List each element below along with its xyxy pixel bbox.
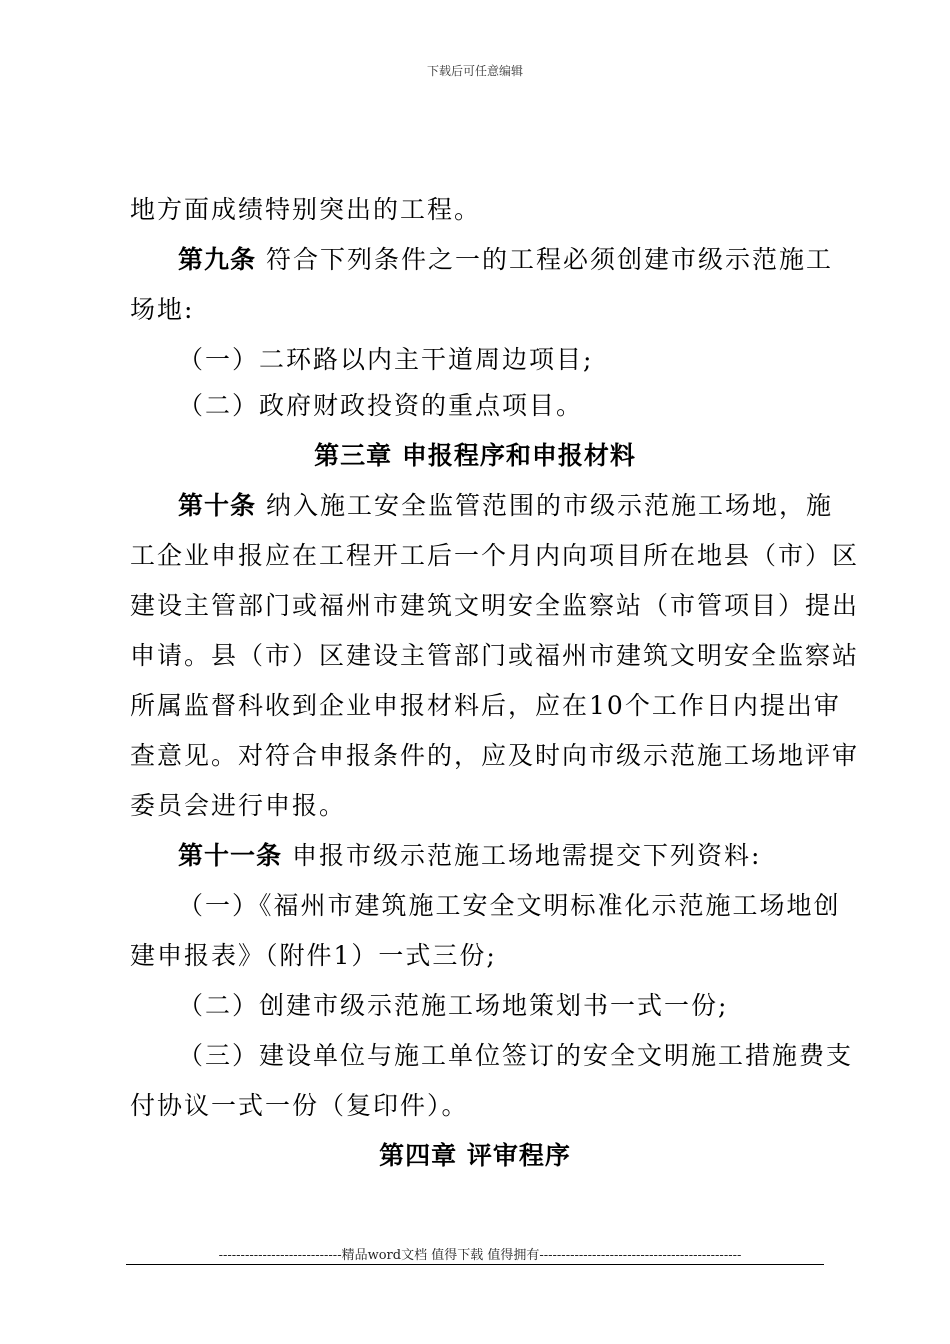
- body-line: 付协议一式一份（复印件）。: [130, 1091, 469, 1120]
- body-line: 场地:: [130, 295, 195, 324]
- list-item: （一）《福州市建筑施工安全文明标准化示范施工场地创: [178, 891, 841, 920]
- body-line: 建设主管部门或福州市建筑文明安全监察站（市管项目）提出: [130, 591, 860, 620]
- article-text: 符合下列条件之一的工程必须创建市级示范施工: [265, 245, 833, 274]
- header-note: 下载后可任意编辑: [426, 64, 523, 78]
- body-line: 地方面成绩特别突出的工程。: [130, 195, 482, 224]
- footer-note: ----------------------------精品word文档 值得下载 值得拥有----------------------------------------------: [218, 1248, 742, 1263]
- body-line: 建申报表》（附件1）一式三份;: [130, 941, 497, 970]
- body-line: 委员会进行申报。: [130, 791, 347, 820]
- list-item: （二）创建市级示范施工场地策划书一式一份;: [178, 991, 729, 1020]
- body-line: 申请。县（市）区建设主管部门或福州市建筑文明安全监察站: [130, 641, 860, 670]
- chapter-heading: 第四章 评审程序: [379, 1141, 571, 1170]
- list-item: （二）政府财政投资的重点项目。: [178, 391, 584, 420]
- list-item: （一）二环路以内主干道周边项目;: [178, 345, 594, 374]
- chapter-heading: 第三章 申报程序和申报材料: [314, 441, 636, 470]
- article-9: [178, 243, 833, 277]
- article-title: 第十条: [178, 491, 257, 520]
- article-title: 第九条: [178, 245, 257, 274]
- article-11: [178, 839, 830, 873]
- list-item: （三）建设单位与施工单位签订的安全文明施工措施费支: [178, 1041, 854, 1070]
- body-line: 所属监督科收到企业申报材料后，应在10个工作日内提出审: [130, 691, 841, 720]
- article-title: 第十一条: [178, 841, 283, 870]
- article-10: [178, 489, 833, 523]
- article-text: 申报市级示范施工场地需提交下列资料:: [291, 841, 762, 870]
- body-line: 工企业申报应在工程开工后一个月内向项目所在地县（市）区: [130, 541, 860, 570]
- article-text: 纳入施工安全监管范围的市级示范施工场地，施: [265, 491, 833, 520]
- footer-rule: [126, 1264, 824, 1265]
- body-line: 查意见。对符合申报条件的，应及时向市级示范施工场地评审: [130, 741, 860, 770]
